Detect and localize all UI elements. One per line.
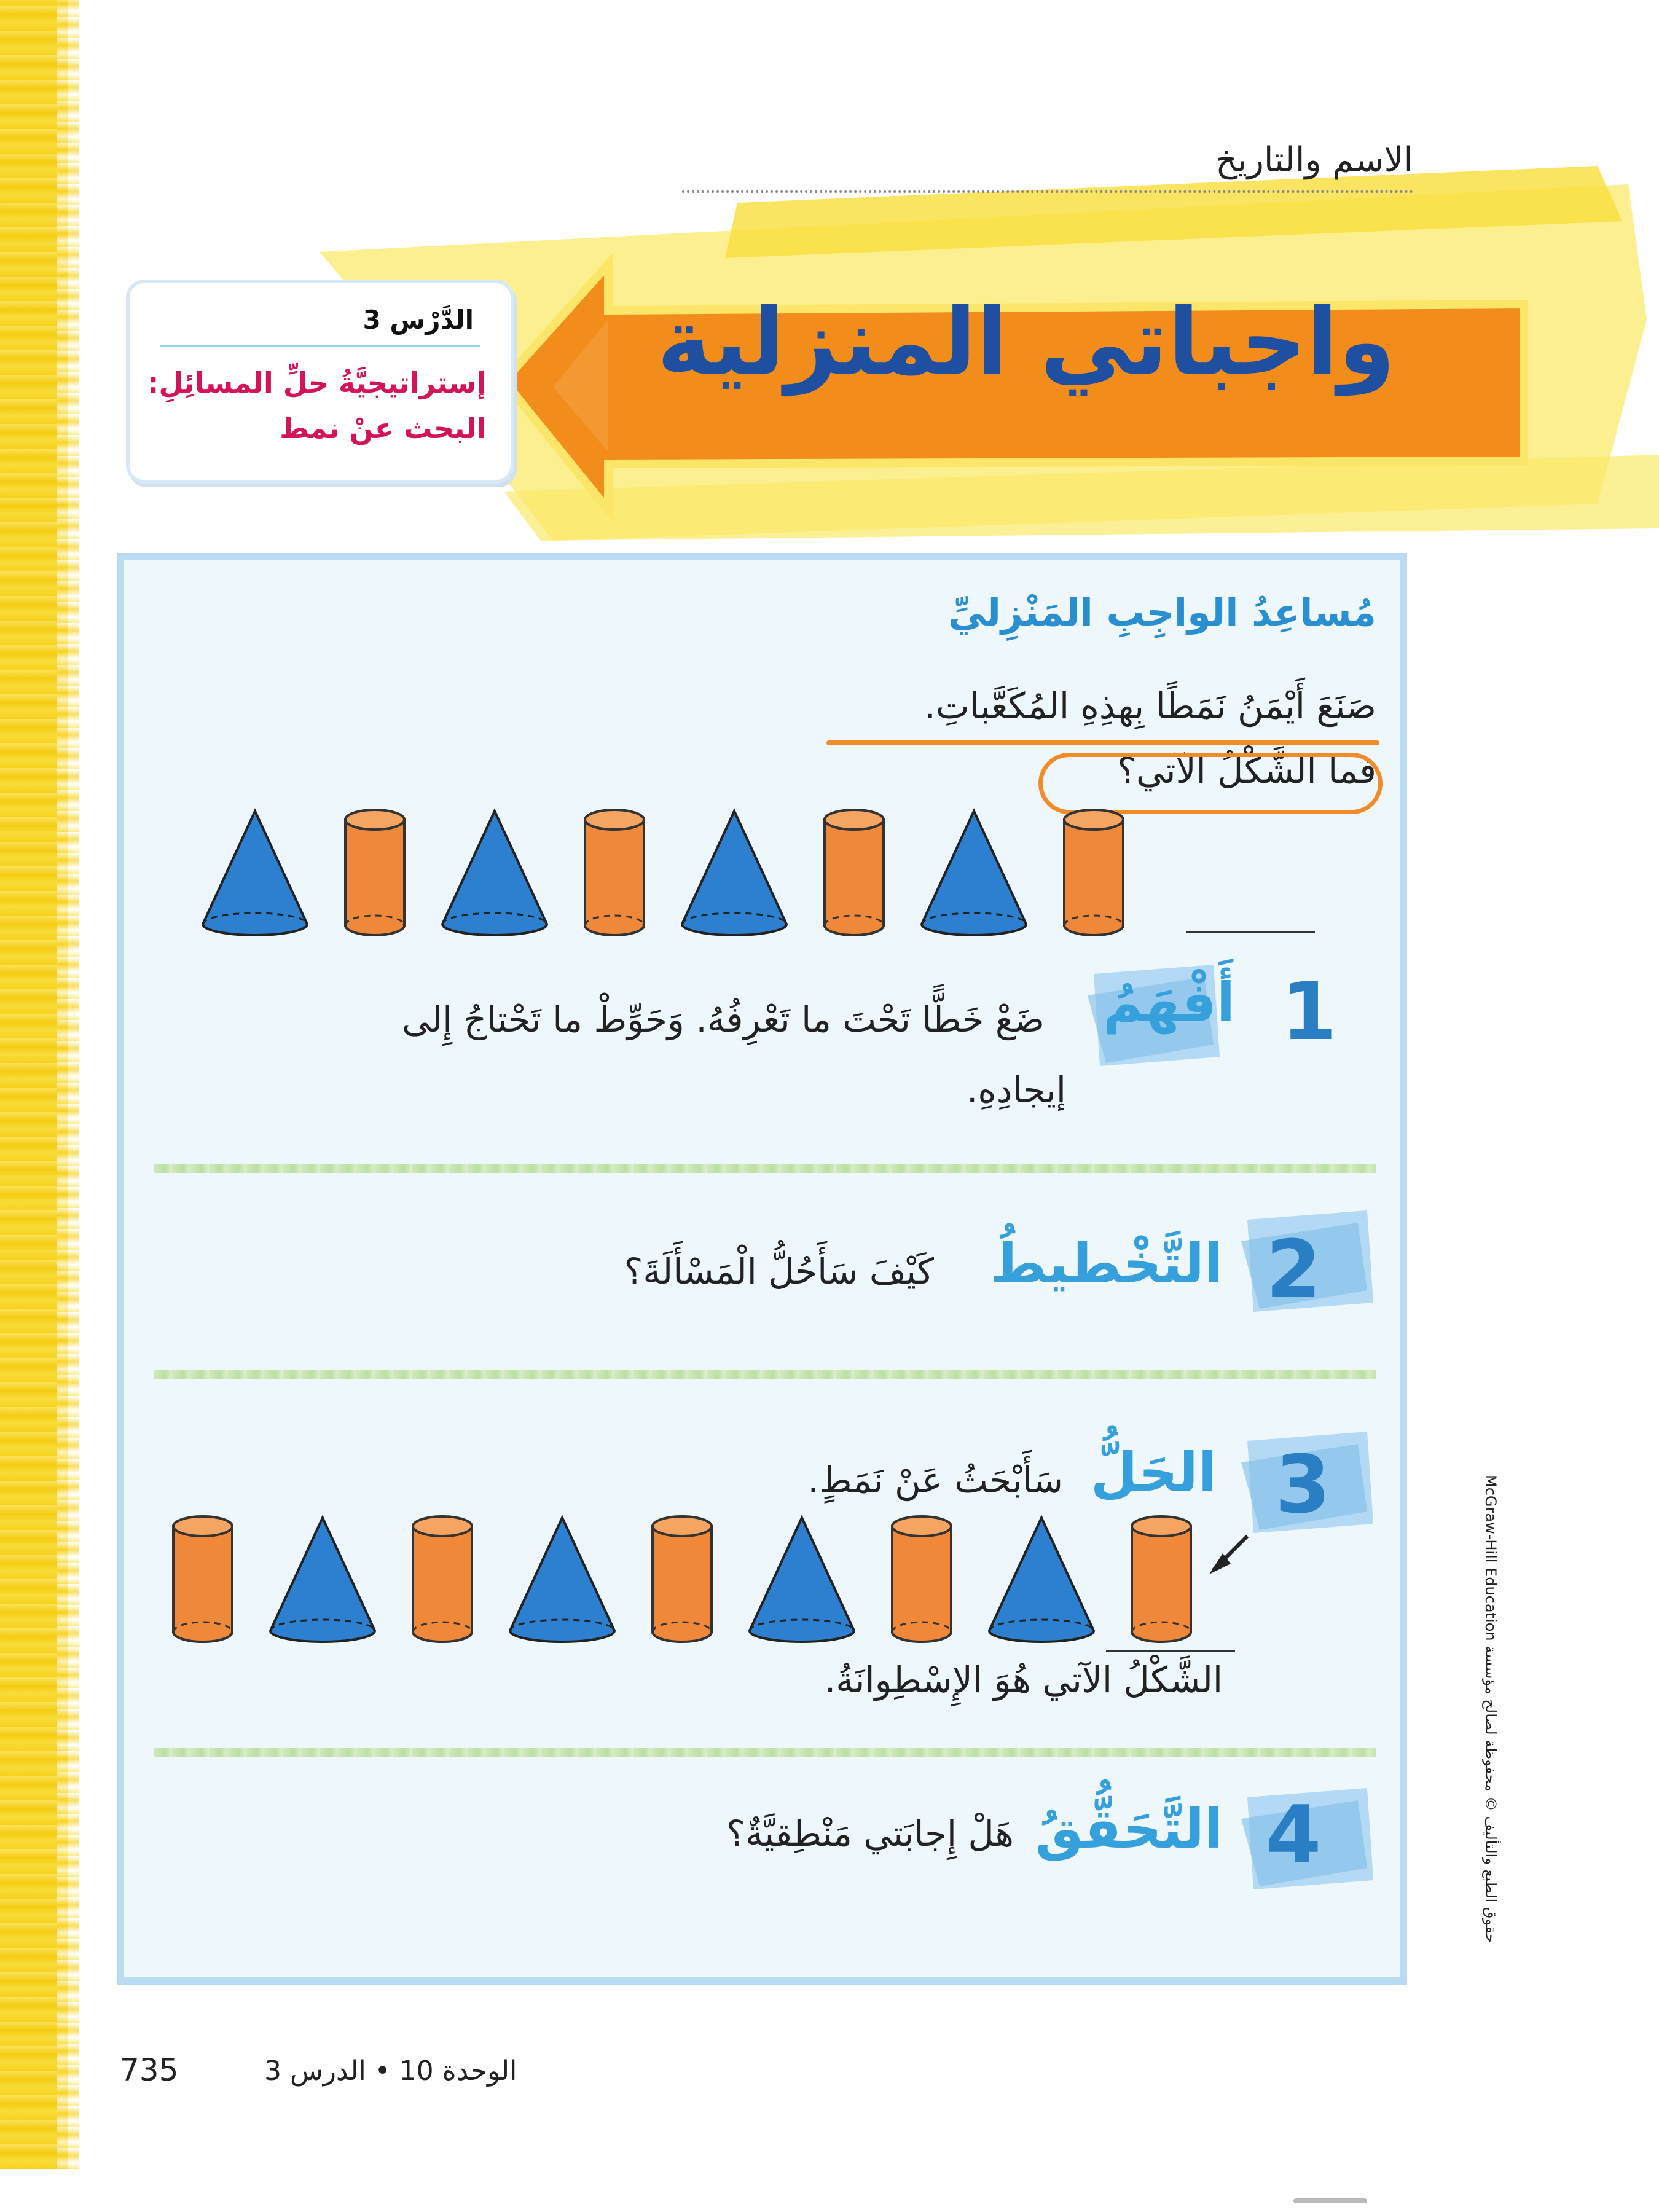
question-circle <box>1038 753 1382 814</box>
step-1-text: ضَعْ خَطًّا تَحْتَ ما تَعْرِفُهُ. وَحَوِّطْ ما تَحْتاجُ إِلى <box>402 998 1045 1040</box>
lesson-title-line2: البحث عنْ نمط <box>280 412 486 445</box>
known-underline <box>826 740 1379 745</box>
home-indicator[interactable] <box>1293 2198 1367 2203</box>
step-3-text: سَأَبْحَثُ عَنْ نَمَطٍ. <box>807 1459 1063 1501</box>
step-4-text: هَلْ إِجابَتي مَنْطِقيَّةٌ؟ <box>726 1813 1014 1854</box>
page-number: 735 <box>120 2052 179 2088</box>
homework-helper-title: مُساعِدُ الواجِبِ المَنْزِليِّ <box>947 590 1376 635</box>
name-date-line[interactable] <box>682 190 1413 193</box>
copyright-notice: McGraw-Hill Education حقوق الطبع والتأليف © محفوظة لصالح مؤسسة <box>1482 1475 1499 1943</box>
lesson-card <box>126 280 514 484</box>
lesson-divider <box>160 345 480 347</box>
section-divider-3 <box>154 1748 1376 1757</box>
step-3-number: 3 <box>1275 1438 1331 1531</box>
name-date-label: الاسم والتاريخ <box>1215 140 1413 180</box>
section-divider-1 <box>154 1164 1376 1173</box>
step-3-answer: الشَّكْلُ الآتي هُوَ الإِسْطِوانَةُ. <box>824 1659 1223 1701</box>
step-3-label: الحَلُّ <box>1090 1441 1217 1504</box>
page-title: واجباتي المنزلية <box>657 289 1395 396</box>
footer-unit-lesson: الوحدة 10 • الدرس 3 <box>264 2055 517 2087</box>
lesson-title-line1: إستراتيجيَّةُ حلِّ المسائِلِ: <box>147 366 486 399</box>
step-1-label: أَفْهَمُ <box>1103 971 1235 1034</box>
answer-line <box>1106 1650 1235 1652</box>
step-2-number: 2 <box>1266 1223 1322 1316</box>
problem-question: فما الشَّكْلُ الآتي؟ <box>1117 750 1376 791</box>
step-2-text: كَيْفَ سَأَحُلُّ الْمَسْأَلَةَ؟ <box>624 1250 934 1292</box>
step-4-label: التَّحَقُّقُ <box>1035 1797 1223 1861</box>
lesson-title <box>142 360 486 451</box>
problem-statement: صَنَعَ أَيْمَنُ نَمَطًا بِهذِهِ المُكَعَّباتِ. <box>924 685 1376 727</box>
step-1-text-line2: إيجادِهِ. <box>966 1069 1066 1111</box>
step-4-number: 4 <box>1266 1788 1322 1881</box>
lesson-number: الدَّرْس 3 <box>363 305 474 335</box>
step-1-number: 1 <box>1281 965 1337 1058</box>
answer-blank-line[interactable] <box>1186 931 1315 933</box>
step-2-label: التَّخْطيطُ <box>990 1232 1223 1295</box>
section-divider-2 <box>154 1370 1376 1379</box>
